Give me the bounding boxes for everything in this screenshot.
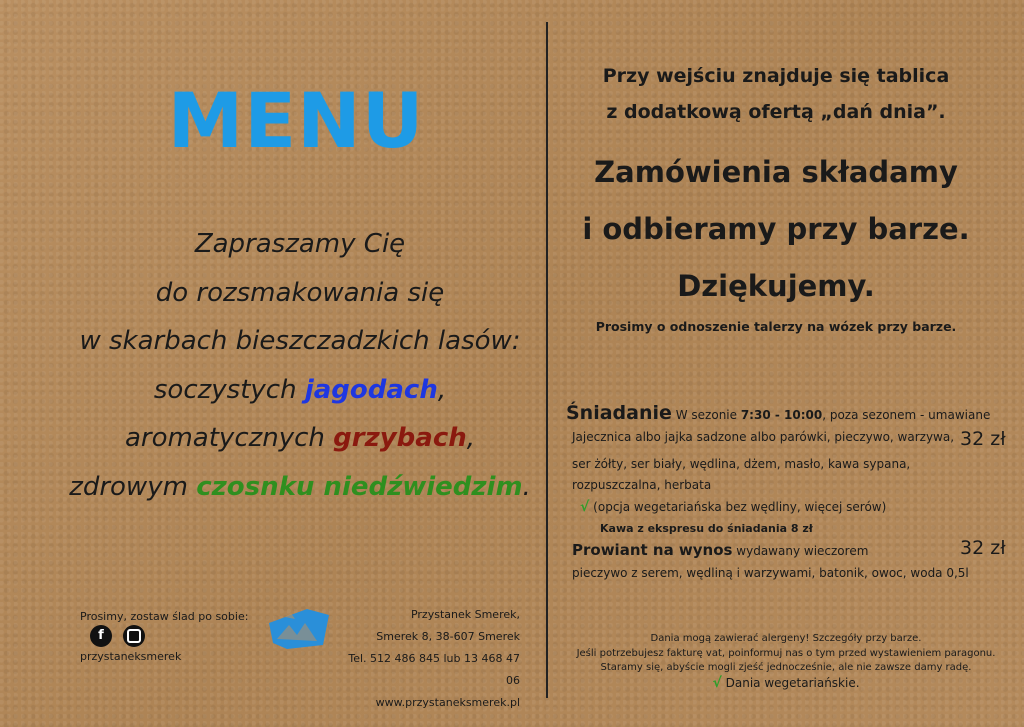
footer-line: Jeśli potrzebujesz fakturę vat, poinformuj nas o tym przed wystawieniem paragonu. bbox=[576, 647, 996, 659]
intro-text-span: zdrowym bbox=[69, 471, 197, 502]
address-line: Przystanek Smerek, bbox=[410, 608, 520, 621]
intro-line: do rozsmakowania się bbox=[155, 277, 445, 308]
intro-line: w skarbach bieszczadzkich lasów: bbox=[79, 326, 521, 356]
notice-line: Przy wejściu znajduje się tablica bbox=[602, 65, 950, 87]
highlight-czosnek: czosnku niedźwiedzim bbox=[196, 471, 523, 502]
website-link[interactable]: www.przystaneksmerek.pl bbox=[375, 696, 520, 709]
footer-notes bbox=[566, 632, 1006, 690]
phone-line: Tel. 512 486 845 lub 13 468 47 06 bbox=[348, 652, 520, 687]
breakfast-hours: , poza sezonem - umawiane bbox=[822, 408, 991, 422]
highlight-grzybach: grzybach bbox=[333, 423, 467, 453]
intro-line: Zapraszamy Cię bbox=[194, 229, 406, 259]
coffee-note: Kawa z ekspresu do śniadania 8 zł bbox=[600, 522, 813, 535]
takeaway-header bbox=[572, 541, 868, 559]
intro-text-span: soczystych bbox=[153, 374, 305, 405]
notice-line: z dodatkową ofertą „dań dnia”. bbox=[606, 101, 946, 123]
veg-legend bbox=[566, 676, 1006, 691]
takeaway-desc: pieczywo z serem, wędliną i warzywami, batonik, owoc, woda 0,5l bbox=[572, 566, 969, 580]
breakfast-desc: ser żółty, ser biały, wędlina, dżem, masło, kawa sypana, bbox=[572, 457, 911, 471]
intro-text-span: , bbox=[437, 374, 447, 405]
address-block bbox=[340, 604, 520, 714]
mountain-logo bbox=[267, 605, 331, 651]
breakfast-price: 32 zł bbox=[960, 428, 1006, 450]
takeaway-price: 32 zł bbox=[960, 537, 1006, 559]
breakfast-title: Śniadanie bbox=[566, 402, 672, 424]
breakfast-desc: Jajecznica albo jajka sadzone albo parówki, pieczywo, warzywa, bbox=[572, 430, 955, 444]
veg-option-text: (opcja wegetariańska bez wędliny, więcej serów) bbox=[593, 500, 887, 514]
breakfast-hours: W sezonie bbox=[675, 408, 741, 422]
plates-note: Prosimy o odnoszenie talerzy na wózek przy barze. bbox=[595, 319, 957, 334]
intro-line bbox=[0, 463, 600, 512]
takeaway-title: Prowiant na wynos bbox=[572, 541, 733, 559]
facebook-icon[interactable]: f bbox=[90, 625, 112, 647]
footer-line: Staramy się, abyście mogli zjeść jednocześnie, ale nie zawsze damy radę. bbox=[600, 662, 972, 673]
address-line: Smerek 8, 38-607 Smerek bbox=[376, 630, 520, 643]
breakfast-hours-time: 7:30 - 10:00 bbox=[740, 408, 823, 422]
veg-legend-text: Dania wegetariańskie. bbox=[725, 675, 860, 690]
footer-line: Dania mogą zawierać alergeny! Szczegóły przy barze. bbox=[650, 633, 922, 644]
menu-title: MENU bbox=[167, 76, 425, 165]
highlight-jagodach: jagodach bbox=[304, 374, 438, 405]
breakfast-veg-option bbox=[580, 499, 886, 515]
breakfast-header bbox=[566, 402, 990, 424]
daily-offer-notice bbox=[556, 58, 996, 130]
takeaway-subtitle: wydawany wieczorem bbox=[736, 544, 869, 558]
intro-text-span: . bbox=[522, 471, 531, 502]
intro-line bbox=[0, 366, 600, 415]
breakfast-desc: rozpuszczalna, herbata bbox=[572, 478, 712, 492]
social-prompt: Prosimy, zostaw ślad po sobie: bbox=[80, 610, 249, 623]
intro-text bbox=[0, 220, 600, 511]
leaf-icon: √ bbox=[580, 499, 590, 515]
thanks-line: Dziękujemy. bbox=[677, 269, 875, 303]
orders-line: i odbieramy przy barze. bbox=[582, 212, 970, 246]
social-handle: przystaneksmerek bbox=[80, 650, 182, 663]
intro-text-span: aromatycznych bbox=[124, 423, 334, 453]
intro-text-span: , bbox=[466, 423, 476, 453]
intro-line bbox=[0, 414, 600, 463]
orders-notice bbox=[556, 144, 996, 315]
orders-line: Zamówienia składamy bbox=[594, 155, 958, 189]
instagram-icon[interactable] bbox=[123, 625, 145, 647]
leaf-icon: √ bbox=[712, 674, 722, 691]
